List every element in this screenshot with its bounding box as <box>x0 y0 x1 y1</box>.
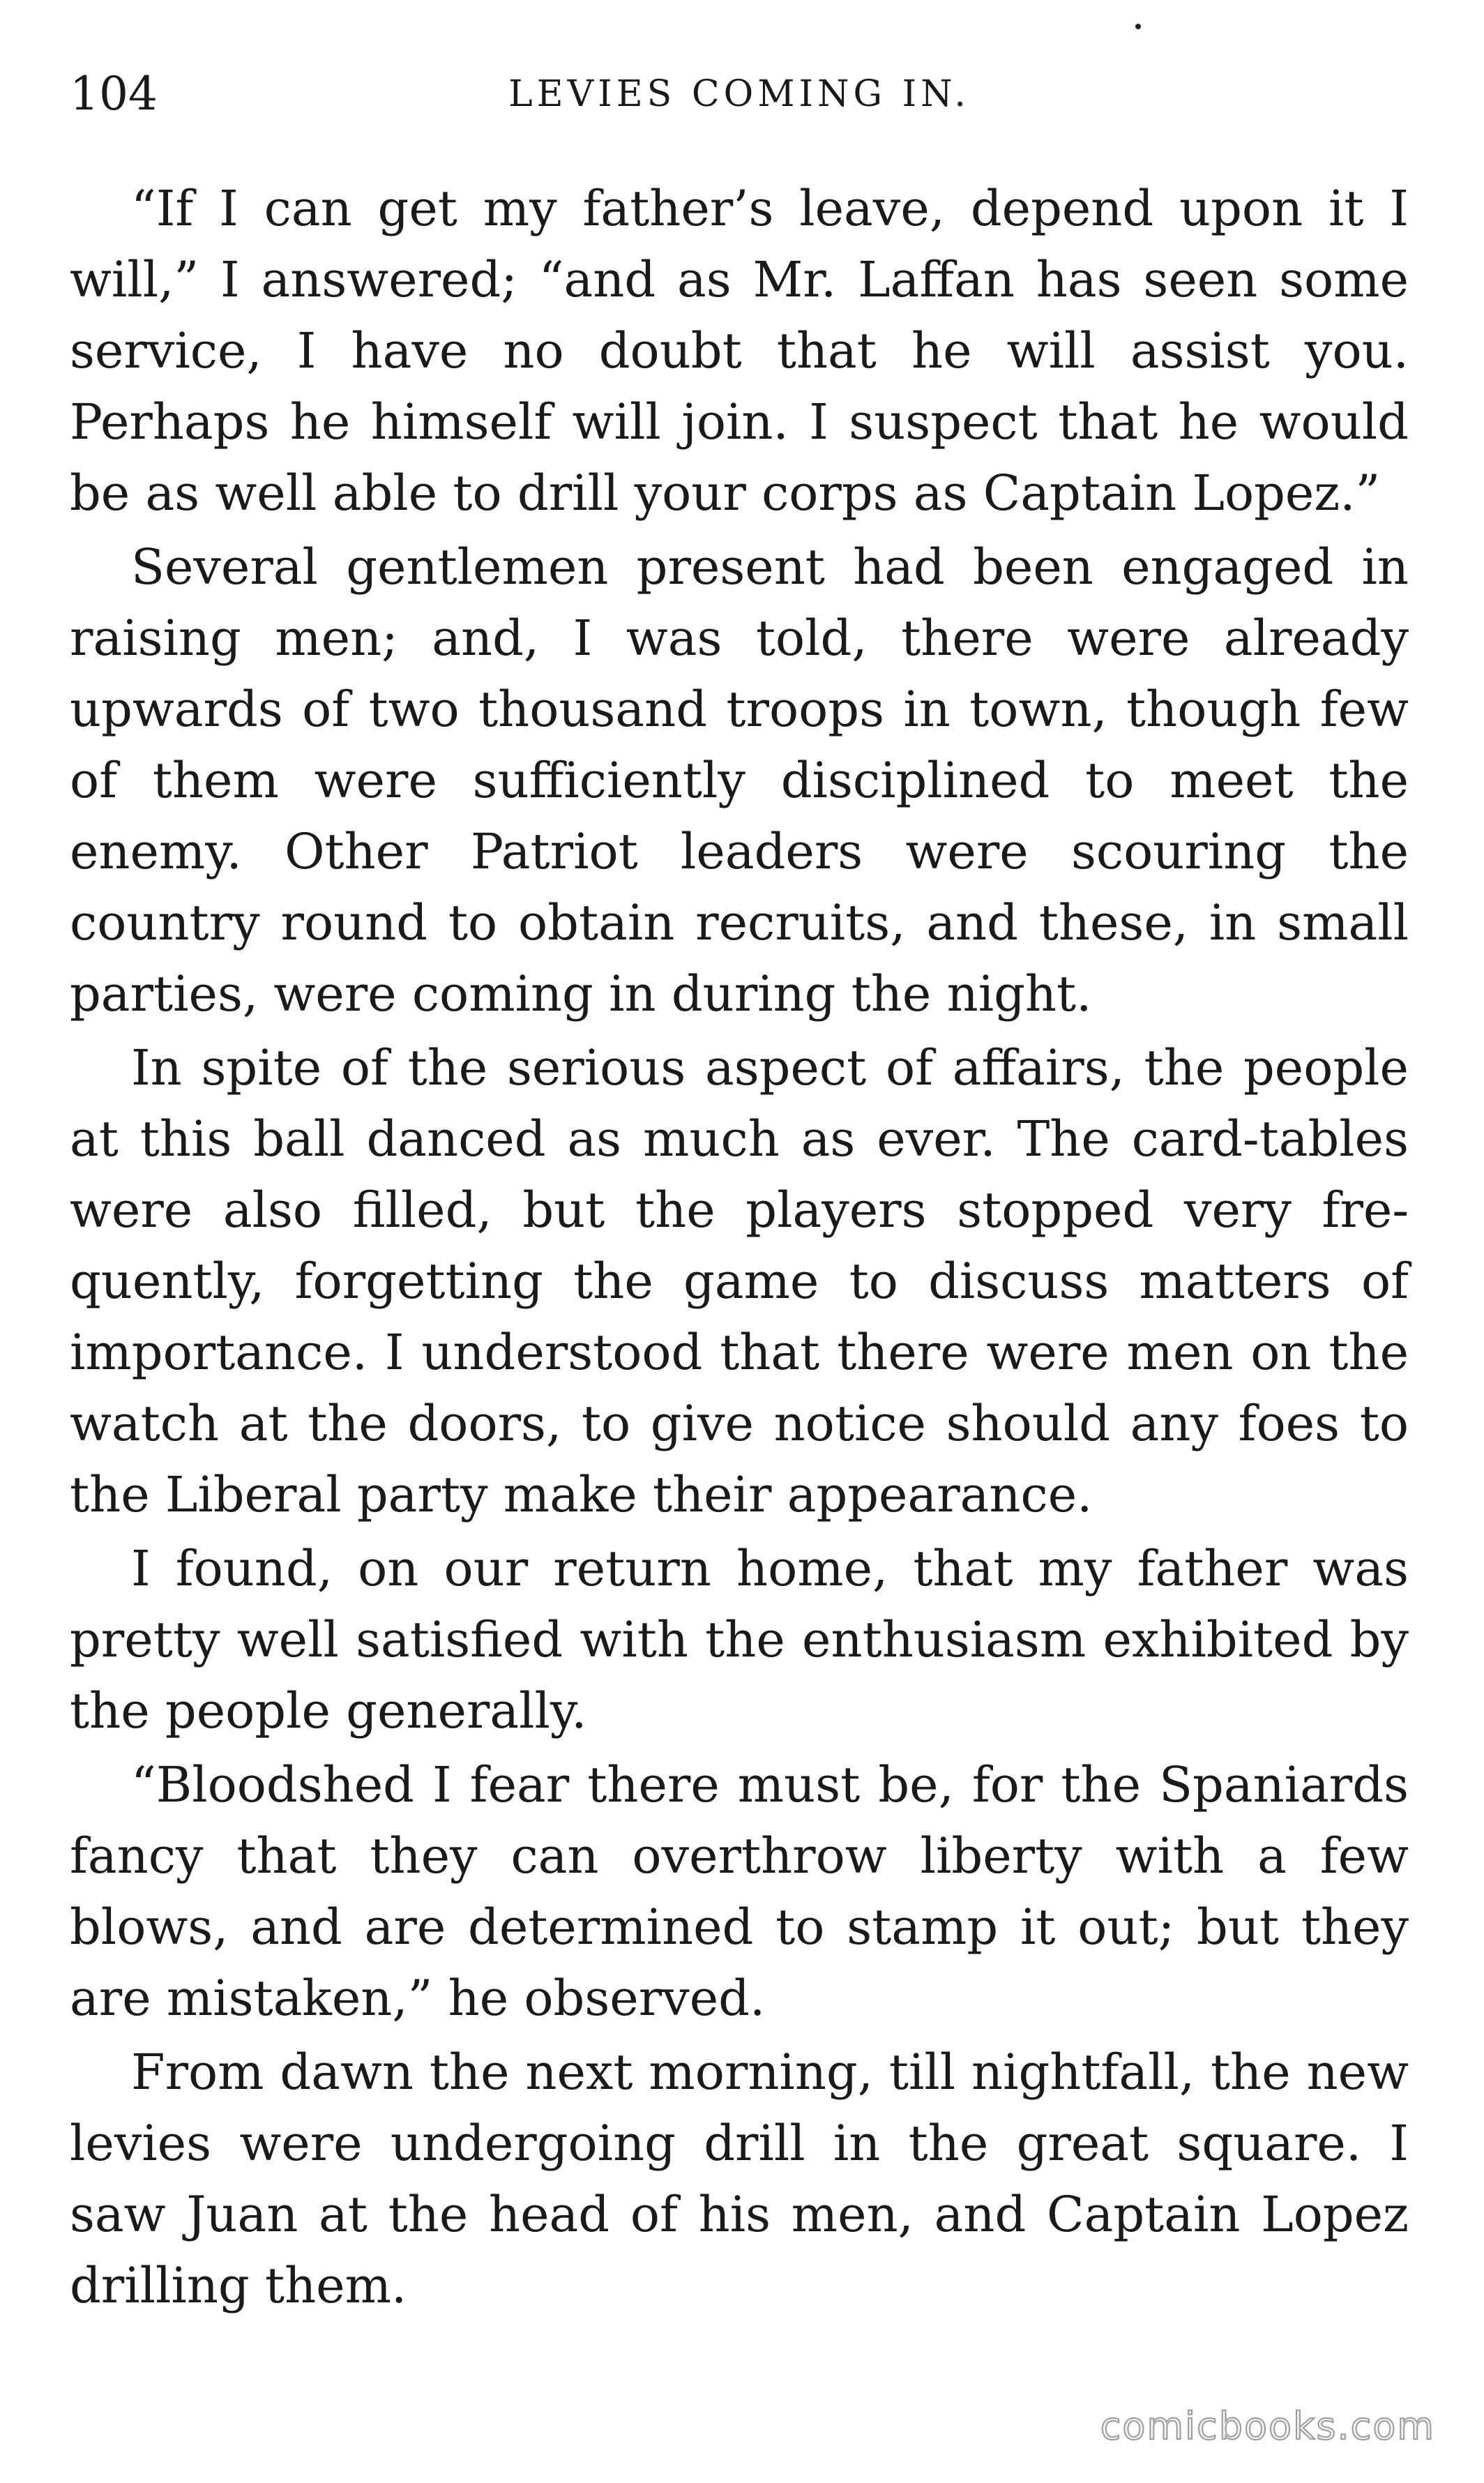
paragraph: In spite of the serious aspect of affairs, the people at this ball danced as much as ever. The card-tables were also filled, but the players stopped very fre-quently, forgetting the game to discuss matters of importance. I understood that there were men on the watch at the doors, to give notice should any foes to the Liberal party make their appearance. <box>70 1039 1409 1523</box>
paragraph: I found, on our return home, that my father was pretty well satisfied with the enthusiasm exhibited by the people generally. <box>70 1540 1409 1739</box>
paragraph: “Bloodshed I fear there must be, for the Spaniards fancy that they can overthrow liberty with a few blows, and are determined to stamp it out; but they are mistaken,” he observed. <box>70 1756 1409 2027</box>
page-header <box>70 56 1409 133</box>
paragraph: Several gentlemen present had been engaged in raising men; and, I was told, there were already upwards of two thousand troops in town, though few of them were sufficiently disciplined to meet the enemy. Other Patriot leaders were scouring the country round to obtain recruits, and these, in small parties, were coming in during the night. <box>70 538 1409 1022</box>
ink-speck <box>1135 24 1141 29</box>
paragraph: “If I can get my father’s leave, depend upon it I will,” I answered; “and as Mr. Laffan has seen some service, I have no doubt that he will assist you. Perhaps he himself will join. I suspect that he would be as well able to drill your corps as Captain Lopez.” <box>70 180 1409 522</box>
paragraph: From dawn the next morning, till nightfall, the new levies were undergoing drill in the great square. I saw Juan at the head of his men, and Captain Lopez drilling them. <box>70 2044 1409 2314</box>
page-number: 104 <box>70 67 158 121</box>
body-text <box>70 173 1409 2324</box>
watermark-logo: comicbooks.com <box>1100 2404 1435 2448</box>
running-title: LEVIES COMING IN. <box>508 73 970 115</box>
